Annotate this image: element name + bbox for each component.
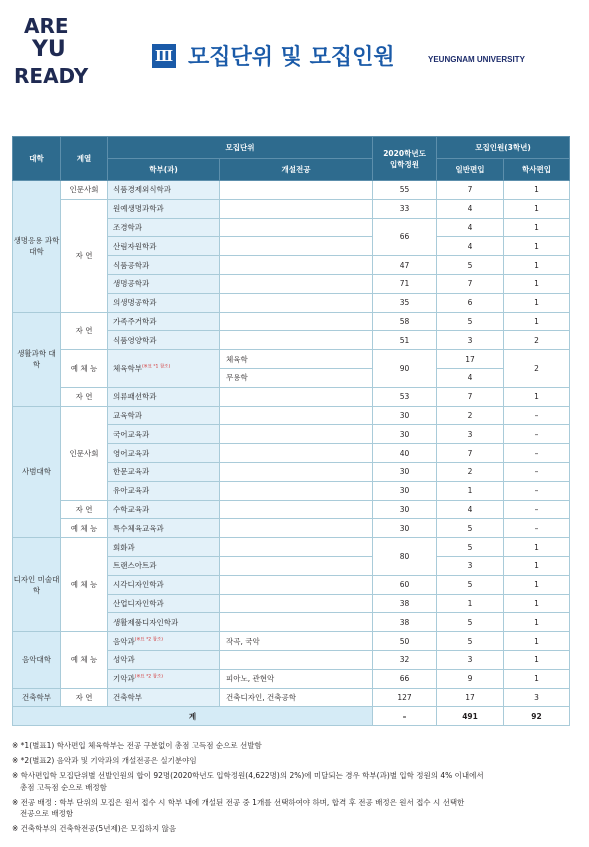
quota-cell: 30 <box>373 406 437 425</box>
logo-line-1: ARE <box>24 14 69 38</box>
major-cell: 시각디자인학과 <box>108 575 220 594</box>
university-name: YEUNGNAM UNIVERSITY <box>428 55 525 64</box>
bachelor-cell: 1 <box>504 181 570 200</box>
bachelor-cell: – <box>504 519 570 538</box>
recruitment-table <box>12 136 570 726</box>
general-cell: 1 <box>437 594 504 613</box>
bachelor-cell: – <box>504 462 570 481</box>
sub-cell: 무용학 <box>220 368 373 387</box>
bachelor-cell: 1 <box>504 538 570 557</box>
major-cell: 수학교육과 <box>108 500 220 519</box>
bachelor-cell: 2 <box>504 350 570 388</box>
sub-cell <box>220 181 373 200</box>
header-general: 일반편입 <box>437 159 504 181</box>
sub-cell <box>220 613 373 632</box>
bachelor-cell: 1 <box>504 387 570 406</box>
college-cell: 사범대학 <box>13 406 61 538</box>
major-name: 음악과 <box>113 636 135 646</box>
general-cell: 4 <box>437 199 504 218</box>
header-major: 학부(과) <box>108 159 220 181</box>
sub-cell <box>220 218 373 237</box>
header-recruit: 모집인원(3학년) <box>437 137 570 159</box>
general-cell: 17 <box>437 688 504 707</box>
quota-cell: 58 <box>373 312 437 331</box>
bachelor-cell: – <box>504 444 570 463</box>
general-cell: 3 <box>437 425 504 444</box>
general-cell: 5 <box>437 538 504 557</box>
quota-cell: 66 <box>373 218 437 256</box>
major-cell: 원예생명과학과 <box>108 199 220 218</box>
bachelor-cell: 1 <box>504 312 570 331</box>
footnote-2: ※ *2(별표2) 음악과 및 기악과의 개설전공은 실기분야임 <box>12 756 197 765</box>
general-cell: 7 <box>437 274 504 293</box>
note-tag: (※표 *2 참조) <box>134 637 164 643</box>
field-cell: 예 체 능 <box>61 350 108 388</box>
field-cell: 예 체 능 <box>61 519 108 538</box>
major-cell: 산업디자인학과 <box>108 594 220 613</box>
total-label: 계 <box>13 707 373 726</box>
major-cell <box>108 632 220 651</box>
quota-cell: 30 <box>373 462 437 481</box>
major-cell: 조경학과 <box>108 218 220 237</box>
field-cell: 자 연 <box>61 688 108 707</box>
sub-cell <box>220 650 373 669</box>
header-college: 대학 <box>13 137 61 181</box>
general-cell: 9 <box>437 669 504 688</box>
quota-cell: 51 <box>373 331 437 350</box>
general-cell: 5 <box>437 256 504 275</box>
note-tag: (※표 *1 참조) <box>141 364 171 370</box>
college-cell: 음악대학 <box>13 632 61 688</box>
table-row <box>13 406 570 425</box>
bachelor-cell: 1 <box>504 256 570 275</box>
quota-cell: 30 <box>373 519 437 538</box>
header-row-1 <box>13 137 570 159</box>
total-bachelor: 92 <box>504 707 570 726</box>
general-cell: 1 <box>437 481 504 500</box>
general-cell: 3 <box>437 331 504 350</box>
general-cell: 7 <box>437 181 504 200</box>
general-cell: 4 <box>437 368 504 387</box>
header-unit: 모집단위 <box>108 137 373 159</box>
major-cell: 한문교육과 <box>108 462 220 481</box>
general-cell: 3 <box>437 650 504 669</box>
field-cell: 예 체 능 <box>61 538 108 632</box>
major-cell: 건축학부 <box>108 688 220 707</box>
quota-cell: 127 <box>373 688 437 707</box>
bachelor-cell: – <box>504 481 570 500</box>
header-field: 계열 <box>61 137 108 181</box>
college-cell: 생명응용 과학대학 <box>13 181 61 313</box>
table-row <box>13 181 570 200</box>
bachelor-cell: – <box>504 500 570 519</box>
bachelor-cell: 1 <box>504 632 570 651</box>
quota-cell: 55 <box>373 181 437 200</box>
bachelor-cell: 1 <box>504 613 570 632</box>
table-row <box>13 519 570 538</box>
sub-cell <box>220 387 373 406</box>
sub-cell: 피아노, 관현악 <box>220 669 373 688</box>
major-name: 체육학부 <box>113 363 142 373</box>
bachelor-cell: 1 <box>504 199 570 218</box>
total-general: 491 <box>437 707 504 726</box>
sub-cell: 건축디자인, 건축공학 <box>220 688 373 707</box>
sub-cell <box>220 406 373 425</box>
bachelor-cell: 2 <box>504 331 570 350</box>
bachelor-cell: 1 <box>504 237 570 256</box>
sub-cell <box>220 538 373 557</box>
page-title: 모집단위 및 모집인원 <box>188 45 395 70</box>
sub-cell <box>220 556 373 575</box>
quota-cell: 30 <box>373 425 437 444</box>
section-number-badge: Ⅲ <box>152 44 176 68</box>
major-cell: 식품공학과 <box>108 256 220 275</box>
field-cell: 자 연 <box>61 500 108 519</box>
quota-cell: 53 <box>373 387 437 406</box>
general-cell: 4 <box>437 237 504 256</box>
sub-cell <box>220 199 373 218</box>
major-cell: 식품경제외식학과 <box>108 181 220 200</box>
header-sub: 개설전공 <box>220 159 373 181</box>
major-cell: 가족주거학과 <box>108 312 220 331</box>
footnote-3-line-2: 총점 고득점 순으로 배정함 <box>20 782 107 792</box>
logo-line-3: READY <box>14 64 89 88</box>
major-cell: 생명공학과 <box>108 274 220 293</box>
sub-cell <box>220 500 373 519</box>
header-quota: 2020학년도 입학정원 <box>373 137 437 181</box>
major-cell: 의생명공학과 <box>108 293 220 312</box>
major-cell: 교육학과 <box>108 406 220 425</box>
general-cell: 5 <box>437 632 504 651</box>
quota-cell: 38 <box>373 594 437 613</box>
sub-cell <box>220 575 373 594</box>
quota-cell: 33 <box>373 199 437 218</box>
sub-cell <box>220 444 373 463</box>
quota-cell: 30 <box>373 481 437 500</box>
major-cell: 회화과 <box>108 538 220 557</box>
bachelor-cell: 1 <box>504 594 570 613</box>
sub-cell: 작곡, 국악 <box>220 632 373 651</box>
general-cell: 5 <box>437 519 504 538</box>
general-cell: 5 <box>437 312 504 331</box>
sub-cell <box>220 594 373 613</box>
bachelor-cell: 1 <box>504 293 570 312</box>
college-cell: 생활과학 대 학 <box>13 312 61 406</box>
footnote-4-line-1: ※ 전공 배정 : 학부 단위의 모집은 원서 접수 시 학부 내에 개설된 전공 중 1개를 선택하여야 하며, 합격 후 전공 배정은 원서 접수 시 선택한 <box>12 797 465 807</box>
quota-cell: 90 <box>373 350 437 388</box>
bachelor-cell: 1 <box>504 218 570 237</box>
quota-cell: 32 <box>373 650 437 669</box>
quota-cell: 66 <box>373 669 437 688</box>
field-cell: 자 연 <box>61 387 108 406</box>
major-cell: 식품영양학과 <box>108 331 220 350</box>
sub-cell <box>220 425 373 444</box>
sub-cell <box>220 312 373 331</box>
major-cell: 성악과 <box>108 650 220 669</box>
field-cell: 예 체 능 <box>61 632 108 688</box>
sub-cell: 체육학 <box>220 350 373 369</box>
major-cell: 특수체육교육과 <box>108 519 220 538</box>
major-cell: 의류패션학과 <box>108 387 220 406</box>
sub-cell <box>220 481 373 500</box>
footnotes <box>12 740 577 838</box>
footnote-1: ※ *1(별표1) 학사편입 체육학부는 전공 구분없이 총점 고득점 순으로 선발함 <box>12 741 262 750</box>
college-cell: 건축학부 <box>13 688 61 707</box>
sub-cell <box>220 293 373 312</box>
bachelor-cell: 1 <box>504 650 570 669</box>
quota-cell: 38 <box>373 613 437 632</box>
quota-cell: 50 <box>373 632 437 651</box>
table-row <box>13 199 570 218</box>
sub-cell <box>220 274 373 293</box>
table-row <box>13 688 570 707</box>
bachelor-cell: 1 <box>504 556 570 575</box>
bachelor-cell: – <box>504 425 570 444</box>
total-quota: – <box>373 707 437 726</box>
major-cell <box>108 669 220 688</box>
college-cell: 디자인 미술대학 <box>13 538 61 632</box>
table-row <box>13 387 570 406</box>
footnote-3-line-1: ※ 학사편입학 모집단위별 선발인원의 합이 92명(2020학년도 입학정원(4,622명)의 2%)에 미달되는 경우 학부(과)별 입학 정원의 4% 이내에서 <box>12 771 484 780</box>
quota-cell: 35 <box>373 293 437 312</box>
field-cell: 인문사회 <box>61 181 108 200</box>
general-cell: 7 <box>437 444 504 463</box>
sub-cell <box>220 519 373 538</box>
bachelor-cell: 1 <box>504 669 570 688</box>
bachelor-cell: – <box>504 406 570 425</box>
general-cell: 5 <box>437 613 504 632</box>
note-tag: (※표 *2 참조) <box>134 674 164 680</box>
general-cell: 7 <box>437 387 504 406</box>
bachelor-cell: 1 <box>504 575 570 594</box>
major-cell: 국어교육과 <box>108 425 220 444</box>
quota-cell: 47 <box>373 256 437 275</box>
are-yu-ready-logo <box>10 12 89 92</box>
major-cell <box>108 350 220 388</box>
general-cell: 17 <box>437 350 504 369</box>
table-row <box>13 538 570 557</box>
general-cell: 6 <box>437 293 504 312</box>
header-bachelor: 학사편입 <box>504 159 570 181</box>
general-cell: 2 <box>437 406 504 425</box>
major-cell: 생활제품디자인학과 <box>108 613 220 632</box>
sub-cell <box>220 256 373 275</box>
logo-line-2: YU <box>32 37 66 62</box>
sub-cell <box>220 237 373 256</box>
general-cell: 5 <box>437 575 504 594</box>
sub-cell <box>220 462 373 481</box>
quota-cell: 40 <box>373 444 437 463</box>
bachelor-cell: 1 <box>504 274 570 293</box>
quota-cell: 71 <box>373 274 437 293</box>
footnote-5: ※ 건축학부의 건축학전공(5년제)은 모집하지 않음 <box>12 824 177 833</box>
table-row <box>13 312 570 331</box>
quota-cell: 30 <box>373 500 437 519</box>
major-cell: 유아교육과 <box>108 481 220 500</box>
footnote-4-line-2: 전공으로 배정함 <box>20 809 74 818</box>
major-cell: 트랜스아트과 <box>108 556 220 575</box>
table-row <box>13 500 570 519</box>
field-cell: 인문사회 <box>61 406 108 500</box>
sub-cell <box>220 331 373 350</box>
major-cell: 산림자원학과 <box>108 237 220 256</box>
bachelor-cell: 3 <box>504 688 570 707</box>
table-row <box>13 632 570 651</box>
major-name: 기악과 <box>113 674 135 684</box>
general-cell: 4 <box>437 500 504 519</box>
total-row <box>13 707 570 726</box>
quota-cell: 80 <box>373 538 437 576</box>
field-cell: 자 연 <box>61 199 108 312</box>
general-cell: 2 <box>437 462 504 481</box>
general-cell: 3 <box>437 556 504 575</box>
table-row <box>13 350 570 369</box>
general-cell: 4 <box>437 218 504 237</box>
major-cell: 영어교육과 <box>108 444 220 463</box>
quota-cell: 60 <box>373 575 437 594</box>
field-cell: 자 연 <box>61 312 108 350</box>
